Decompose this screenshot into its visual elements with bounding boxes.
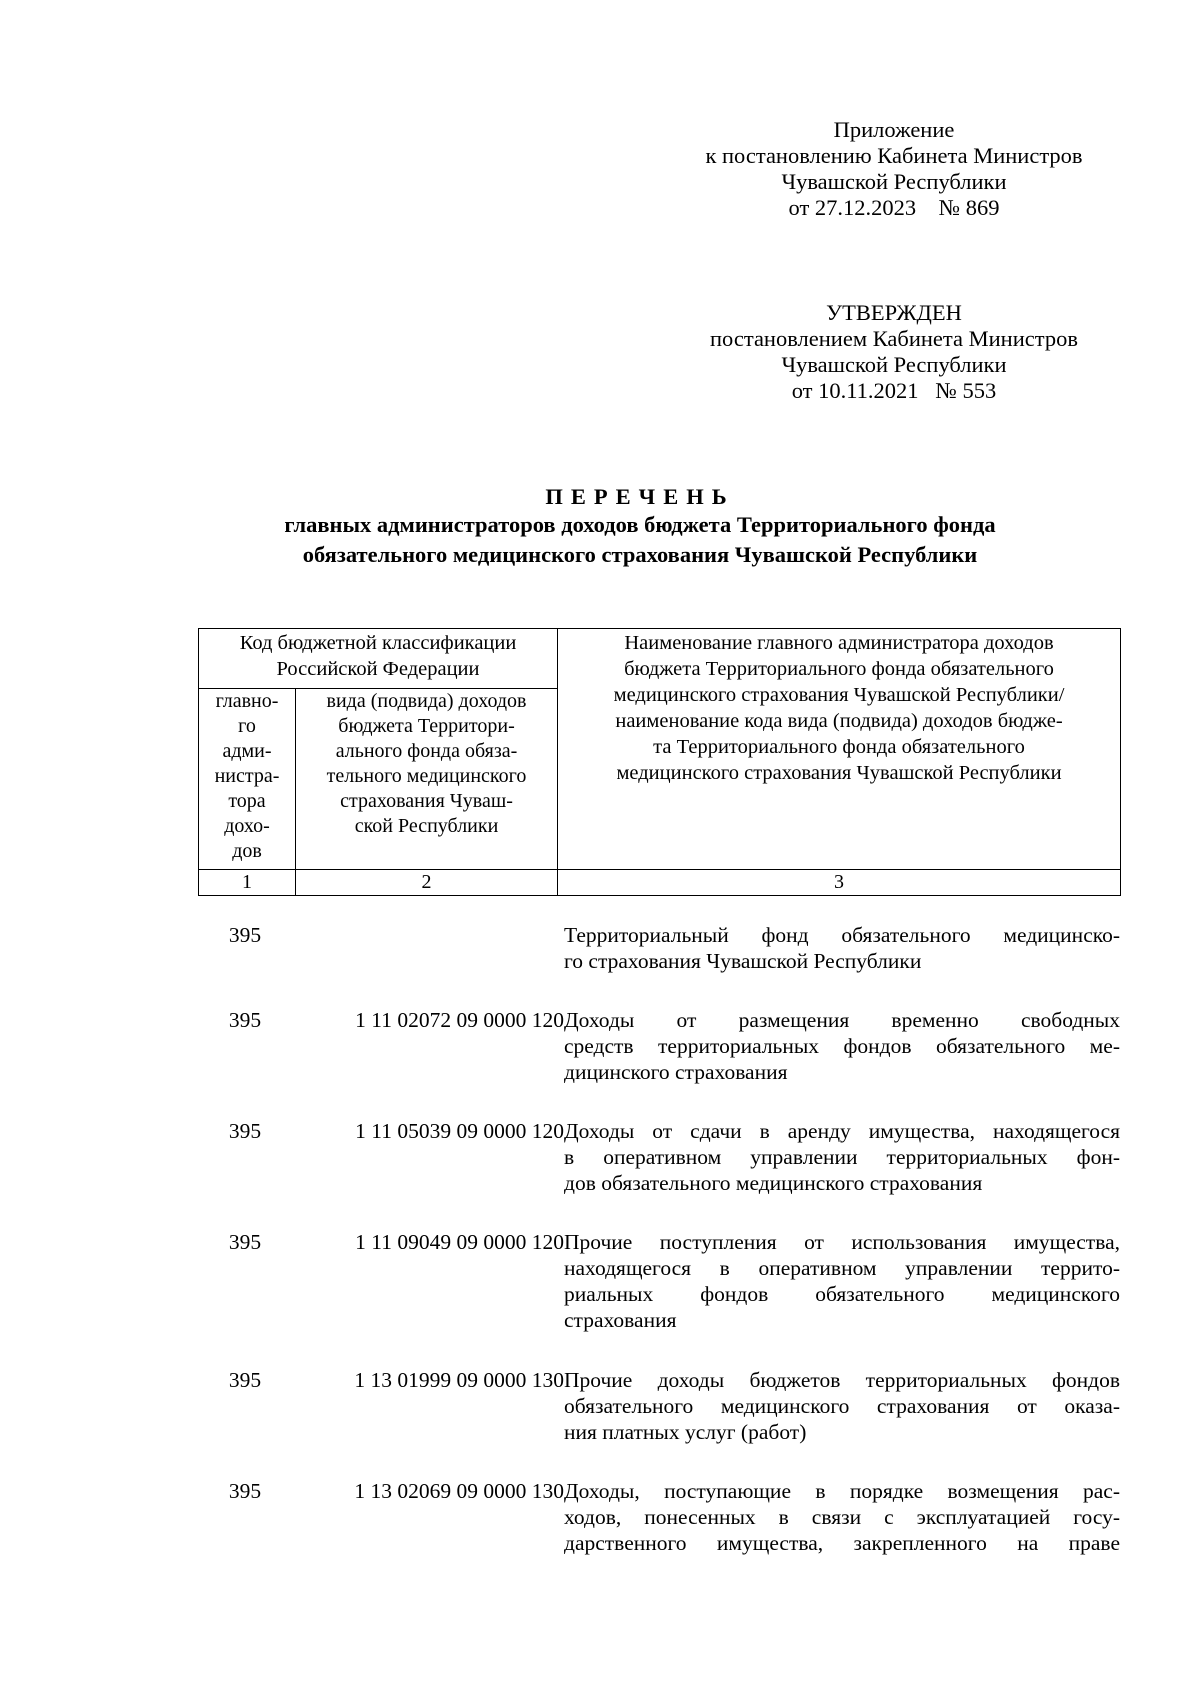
header-group-line: Российской Федерации xyxy=(276,658,480,680)
header-col1-line: го xyxy=(238,715,256,737)
header-col2-line: ального фонда обяза- xyxy=(335,740,518,762)
appendix-line: Приложение xyxy=(833,117,955,142)
row-name xyxy=(564,1367,1120,1445)
row-income-code: 1 11 02072 09 0000 120 xyxy=(355,1008,564,1032)
header-col1-line: дохо- xyxy=(224,815,270,837)
header-col1-line: главно- xyxy=(215,690,279,712)
header-col1-line: тора xyxy=(228,790,266,812)
header-col3-line: Наименование главного администратора доходов xyxy=(624,632,1054,654)
row-name-line: риальных фондов обязательного медицинского xyxy=(564,1282,1120,1306)
header-col3-line: бюджета Территориального фонда обязательного xyxy=(624,658,1054,680)
row-name-line: находящегося в оперативном управлении террито- xyxy=(564,1256,1120,1280)
row-name-line: ходов, понесенных в связи с эксплуатацией госу- xyxy=(564,1505,1120,1529)
row-admin-code: 395 xyxy=(228,1368,262,1392)
appendix-line: от 27.12.2023 № 869 xyxy=(788,195,1000,220)
header-col2-line: тельного медицинского xyxy=(326,765,527,787)
row-name-line: Доходы от сдачи в аренду имущества, находящегося xyxy=(564,1119,1120,1143)
header-col3-line: медицинского страхования Чувашской Республики xyxy=(616,762,1062,784)
header-number-1: 1 xyxy=(199,870,296,896)
header-col3-line: медицинского страхования Чувашской Республики/ xyxy=(613,684,1065,706)
row-name-line: Территориальный фонд обязательного медицинско- xyxy=(564,923,1120,947)
approved-line: УТВЕРЖДЕН xyxy=(826,300,962,325)
row-name-line: дов обязательного медицинского страхования xyxy=(564,1171,983,1195)
approved-block xyxy=(670,300,1118,404)
appendix-block xyxy=(670,117,1118,221)
appendix-line: к постановлению Кабинета Министров xyxy=(705,143,1083,168)
row-name-line: ния платных услуг (работ) xyxy=(564,1420,807,1444)
header-col1-line: адми- xyxy=(222,740,272,762)
row-name xyxy=(564,922,1120,974)
header-group-cell xyxy=(199,629,558,689)
title-subtitle-line: обязательного медицинского страхования Чувашской Республики xyxy=(302,542,978,567)
row-name-line: Доходы, поступающие в порядке возмещения рас- xyxy=(564,1479,1120,1503)
row-admin-code: 395 xyxy=(228,1008,262,1032)
document-title xyxy=(200,484,1080,570)
header-col1-line: нистра- xyxy=(214,765,280,787)
row-name-line: в оперативном управлении территориальных фон- xyxy=(564,1145,1120,1169)
header-col2-line: бюджета Территори- xyxy=(338,715,515,737)
row-name-line: го страхования Чувашской Республики xyxy=(564,949,922,973)
title-heading: ПЕРЕЧЕНЬ xyxy=(545,484,735,509)
appendix-line: Чувашской Республики xyxy=(781,169,1007,194)
row-admin-code: 395 xyxy=(228,1230,262,1254)
header-col2-line: страхования Чуваш- xyxy=(340,790,513,812)
row-admin-code: 395 xyxy=(228,1479,262,1503)
row-name-line: страхования xyxy=(564,1308,677,1332)
header-col1-cell xyxy=(199,689,296,870)
table-header xyxy=(198,628,1121,896)
approved-line: Чувашской Республики xyxy=(781,352,1007,377)
row-name-line: Прочие поступления от использования имущества, xyxy=(564,1230,1120,1254)
row-name-line: обязательного медицинского страхования от оказа- xyxy=(564,1394,1120,1418)
header-number-2: 2 xyxy=(296,870,558,896)
approved-line: постановлением Кабинета Министров xyxy=(710,326,1078,351)
row-name xyxy=(564,1478,1120,1556)
title-subtitle-line: главных администраторов доходов бюджета Территориального фонда xyxy=(284,512,996,537)
header-number-3: 3 xyxy=(558,870,1121,896)
row-income-code: 1 13 02069 09 0000 130 xyxy=(354,1479,564,1503)
header-col3-cell xyxy=(558,629,1121,870)
header-col1-line: дов xyxy=(232,840,262,862)
row-name-line: дарственного имущества, закрепленного на праве xyxy=(564,1531,1120,1555)
row-name-line: дицинского страхования xyxy=(564,1060,788,1084)
header-col3-line: та Территориального фонда обязательного xyxy=(653,736,1025,758)
row-name xyxy=(564,1118,1120,1196)
row-name xyxy=(564,1007,1120,1085)
header-col2-cell xyxy=(296,689,558,870)
row-income-code: 1 11 09049 09 0000 120 xyxy=(355,1230,564,1254)
row-admin-code: 395 xyxy=(228,923,262,947)
row-name xyxy=(564,1229,1120,1333)
row-income-code: 1 13 01999 09 0000 130 xyxy=(354,1368,564,1392)
header-col2-line: вида (подвида) доходов xyxy=(326,690,527,712)
row-name-line: Прочие доходы бюджетов территориальных фондов xyxy=(564,1368,1120,1392)
row-admin-code: 395 xyxy=(228,1119,262,1143)
approved-line: от 10.11.2021 № 553 xyxy=(791,378,997,403)
row-name-line: средств территориальных фондов обязательного ме- xyxy=(564,1034,1120,1058)
header-col3-line: наименование кода вида (подвида) доходов бюдже- xyxy=(615,710,1063,732)
header-col2-line: ской Республики xyxy=(354,815,499,837)
header-group-line: Код бюджетной классификации xyxy=(239,632,517,654)
row-name-line: Доходы от размещения временно свободных xyxy=(564,1008,1120,1032)
row-income-code: 1 11 05039 09 0000 120 xyxy=(355,1119,564,1143)
